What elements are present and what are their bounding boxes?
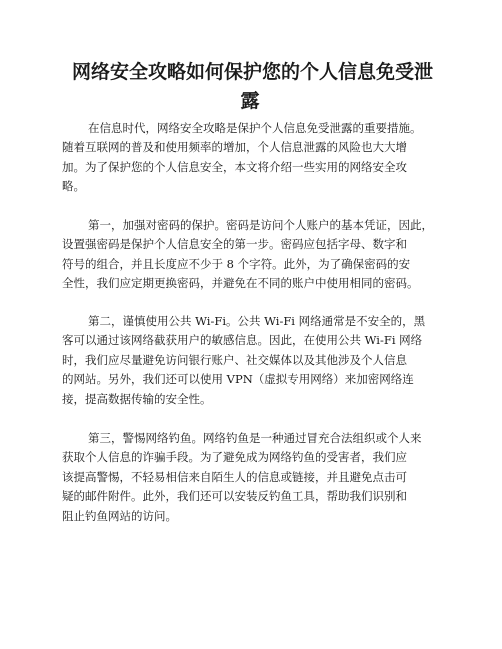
intro-paragraph bbox=[62, 119, 442, 197]
wifi-paragraph bbox=[62, 312, 442, 409]
paragraph-line: 接，提高数据传输的安全性。 bbox=[62, 391, 212, 406]
paragraph-line: 设置强密码是保护个人信息安全的第一步。密码应包括字母、数字和 bbox=[62, 237, 407, 252]
paragraph-line: 随着互联网的普及和使用频率的增加，个人信息泄露的风险也大大增 bbox=[62, 140, 407, 155]
document-title bbox=[72, 58, 434, 116]
paragraph-line: 疑的邮件附件。此外，我们还可以安装反钓鱼工具，帮助我们识别和 bbox=[62, 489, 407, 504]
paragraph-line: 第三，警惕网络钓鱼。网络钓鱼是一种通过冒充合法组织或个人来 bbox=[88, 431, 422, 445]
paragraph-line: 阻止钓鱼网站的访问。 bbox=[62, 508, 177, 523]
paragraph-line: 略。 bbox=[62, 179, 85, 194]
paragraph-line: 全性，我们应定期更换密码，并避免在不同的账户中使用相同的密码。 bbox=[62, 276, 419, 291]
paragraph-line: 加。为了保护您的个人信息安全，本文将介绍一些实用的网络安全攻 bbox=[62, 159, 407, 174]
paragraph-line: 获取个人信息的诈骗手段。为了避免成为网络钓鱼的受害者，我们应 bbox=[62, 450, 407, 465]
title-line: 网络安全攻略如何保护您的个人信息免受泄 bbox=[72, 61, 434, 83]
paragraph-line: 在信息时代，网络安全攻略是保护个人信息免受泄露的重要措施。 bbox=[88, 121, 422, 135]
paragraph-line: 第一，加强对密码的保护。密码是访问个人账户的基本凭证，因此， bbox=[88, 218, 433, 232]
paragraph-line: 第二，谨慎使用公共 Wi-Fi。公共 Wi-Fi 网络通常是不安全的，黑 bbox=[88, 314, 426, 328]
paragraph-line: 客可以通过该网络截获用户的敏感信息。因此，在使用公共 Wi-Fi 网络 bbox=[62, 333, 423, 348]
phishing-paragraph bbox=[62, 429, 442, 526]
paragraph-line: 时，我们应尽量避免访问银行账户、社交媒体以及其他涉及个人信息 bbox=[62, 352, 407, 367]
paragraph-line: 的网站。另外，我们还可以使用 VPN（虚拟专用网络）来加密网络连 bbox=[62, 372, 414, 387]
paragraph-line: 该提高警惕，不轻易相信来自陌生人的信息或链接，并且避免点击可 bbox=[62, 469, 407, 484]
password-paragraph bbox=[62, 216, 442, 294]
title-line: 露 bbox=[240, 90, 260, 112]
paragraph-line: 符号的组合，并且长度应不少于 8 个字符。此外，为了确保密码的安 bbox=[62, 256, 411, 271]
